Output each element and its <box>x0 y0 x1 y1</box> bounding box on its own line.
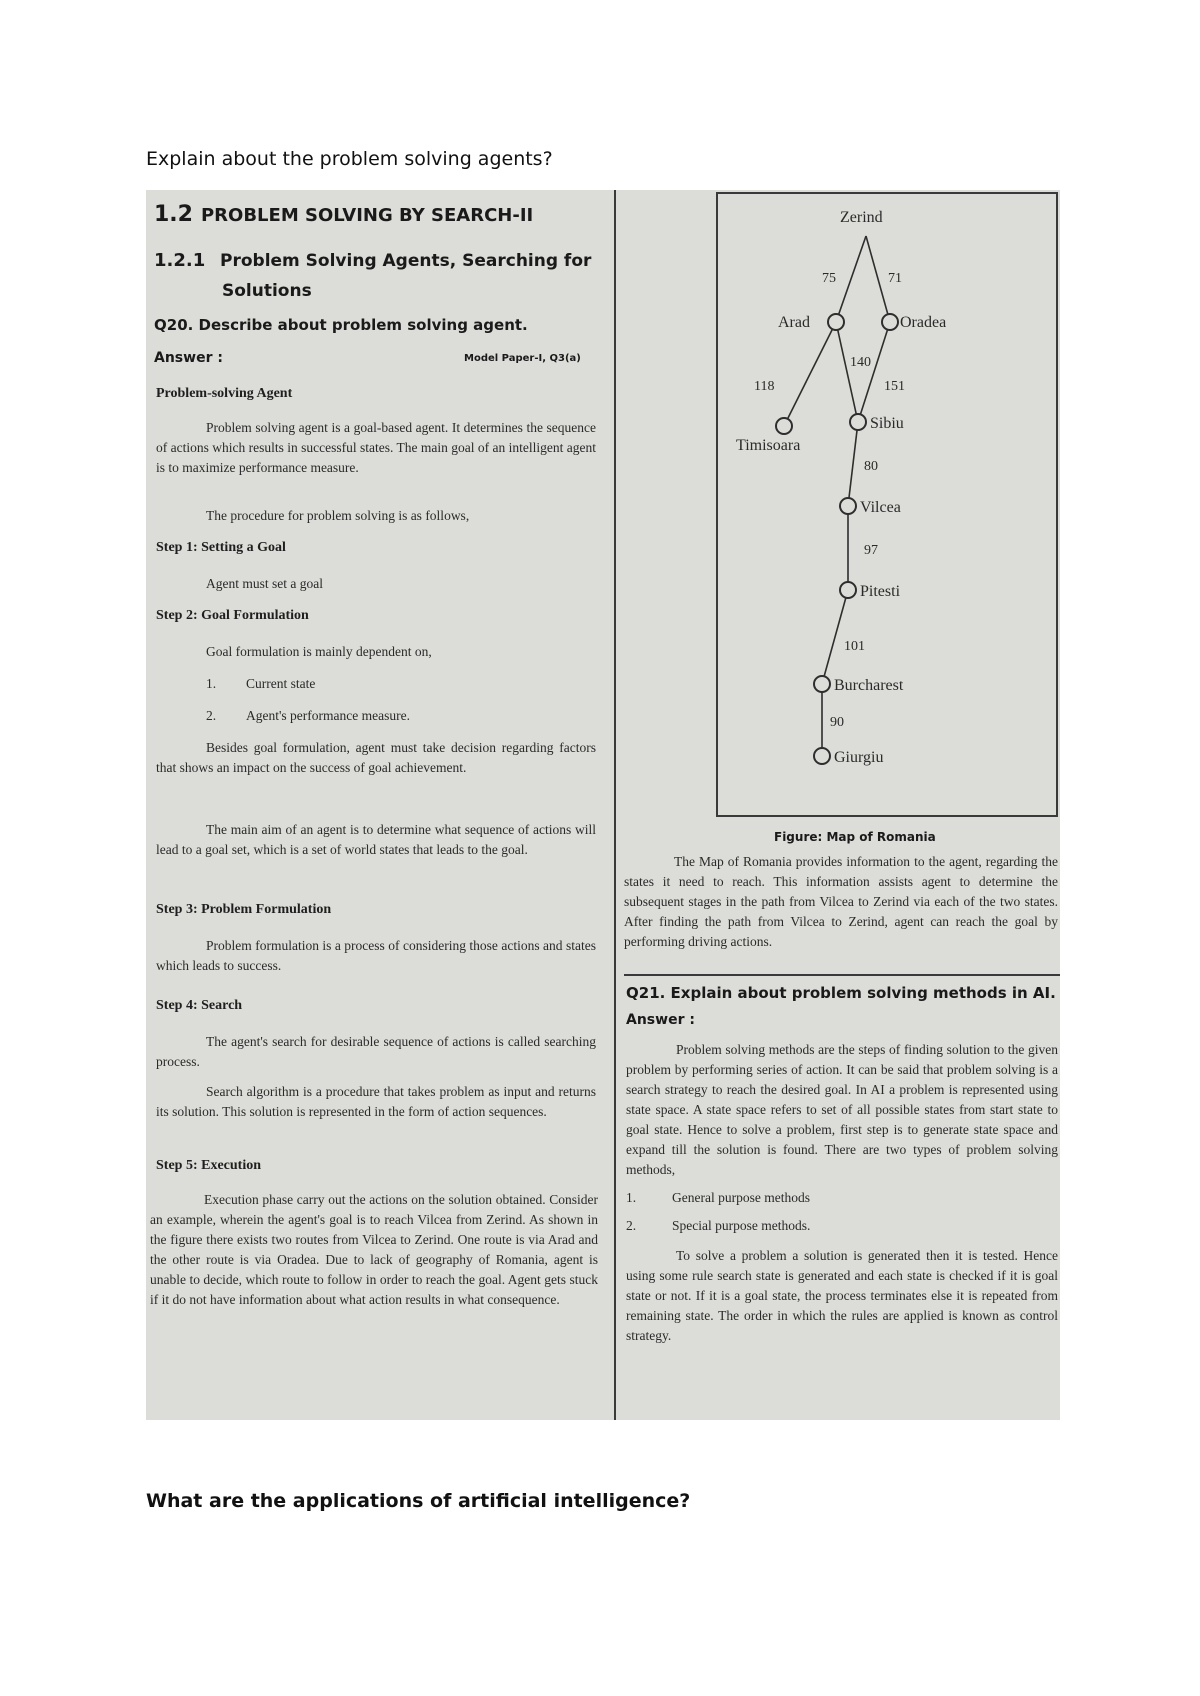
question-applications-of-ai: What are the applications of artificial intelligence? <box>146 1490 691 1512</box>
node-oradea <box>882 314 898 330</box>
road-oradea-sibiu <box>858 322 890 422</box>
road-arad-timisoara <box>784 322 836 426</box>
city-zerind: Zerind <box>840 209 883 226</box>
romania-map-figure <box>716 192 1058 817</box>
romania-map <box>718 194 1060 819</box>
step-4-text: The agent's search for desirable sequence of actions is called searching process. <box>156 1034 596 1069</box>
road-arad-sibiu <box>836 322 858 422</box>
city-timisoara: Timisoara <box>736 437 801 454</box>
section-rule <box>624 974 1060 976</box>
node-burcharest <box>814 676 830 692</box>
distance-arad-timisoara: 118 <box>754 379 775 394</box>
city-vilcea: Vilcea <box>860 499 901 516</box>
distance-oradea-sibiu: 151 <box>884 379 905 394</box>
node-vilcea <box>840 498 856 514</box>
distance-pitesti-burcharest: 101 <box>844 639 865 654</box>
step-2-heading: Step 2: Goal Formulation <box>156 608 309 623</box>
paragraph-map-of-romania: The Map of Romania provides information to the agent, regarding the states it need to reach. This information assists agent to determine the subsequent stages in the path from Vilcea to Zerind via each of the two states. After finding the path from Vilcea to Zerind, agent can reach the goal by performing driving actions. <box>624 854 1058 949</box>
node-arad <box>828 314 844 330</box>
list-item-current-state: 1. Current state <box>206 676 316 691</box>
column-divider <box>614 190 616 1420</box>
road-zerind-arad <box>836 236 866 322</box>
paragraph-problem-solving-methods: Problem solving methods are the steps of finding solution to the given problem by performing series of action. It can be said that problem solving is a search strategy to reach the desired goal. In AI a problem is represented using state space. A state space refers to set of all possible states from start state to goal state. Hence to solve a problem, first step is to generate state space and expand till the solution is found. There are two types of problem solving methods, <box>626 1042 1058 1177</box>
step-2-text: Goal formulation is mainly dependent on, <box>206 644 432 659</box>
node-giurgiu <box>814 748 830 764</box>
heading-problem-solving-agent: Problem-solving Agent <box>156 386 293 401</box>
distance-vilcea-pitesti: 97 <box>864 543 878 558</box>
answer-label-2: Answer : <box>626 1012 695 1028</box>
paragraph-besides-goal: Besides goal formulation, agent must take decision regarding factors that shows an impact on the success of goal achievement. <box>156 740 596 775</box>
distance-sibiu-vilcea: 80 <box>864 459 878 474</box>
method-special-purpose: 2. Special purpose methods. <box>626 1218 811 1233</box>
city-oradea: Oradea <box>900 314 947 331</box>
city-giurgiu: Giurgiu <box>834 749 884 766</box>
distance-zerind-oradea: 71 <box>888 271 902 286</box>
city-pitesti: Pitesti <box>860 583 901 600</box>
q21-heading: Q21. Explain about problem solving methods in AI. <box>626 984 1056 1002</box>
model-paper-reference: Model Paper-I, Q3(a) <box>464 353 581 364</box>
paragraph-search-algorithm: Search algorithm is a procedure that takes problem as input and returns its solution. This solution is represented in the form of action sequences. <box>156 1084 596 1119</box>
paragraph-procedure: The procedure for problem solving is as follows, <box>206 508 470 523</box>
node-sibiu <box>850 414 866 430</box>
subsection-number: 1.2.1 <box>154 250 206 271</box>
figure-caption: Figure: Map of Romania <box>774 830 936 844</box>
road-zerind-oradea <box>866 236 890 322</box>
step-3-heading: Step 3: Problem Formulation <box>156 902 332 917</box>
subsection-title-line2: Solutions <box>222 281 312 301</box>
city-sibiu: Sibiu <box>870 415 904 432</box>
node-pitesti <box>840 582 856 598</box>
step-5-text: Execution phase carry out the actions on the solution obtained. Consider an example, wherein the agent's goal is to reach Vilcea from Zerind. As shown in the figure there exists two routes from Vilcea to Zerind. One route is via Arad and the other route is via Oradea. Due to lack of geography of Romania, agent is unable to decide, which route to follow in order to reach the goal. Agent gets stuck if it do not have information about what action results in what consequence. <box>150 1192 598 1307</box>
section-heading <box>154 202 533 227</box>
paragraph-main-aim: The main aim of an agent is to determine what sequence of actions will lead to a goal set, which is a set of world states that leads to the goal. <box>156 822 596 857</box>
section-title: PROBLEM SOLVING BY SEARCH-II <box>200 205 534 226</box>
section-number: 1.2 <box>154 202 193 227</box>
textbook-page-photo <box>146 190 1060 1420</box>
distance-burcharest-giurgiu: 90 <box>830 715 844 730</box>
paragraph-solve-problem: To solve a problem a solution is generated then it is tested. Hence using some rule search state is generated and each state is checked if it is goal state or not. If it is a goal state, the process terminates else it is repeated from remaining state. The order in which the rules are applied is known as control strategy. <box>626 1248 1058 1343</box>
step-5-heading: Step 5: Execution <box>156 1158 261 1173</box>
step-1-text: Agent must set a goal <box>206 576 323 591</box>
city-arad: Arad <box>778 314 810 331</box>
list-item-performance-measure: 2. Agent's performance measure. <box>206 708 410 723</box>
step-1-heading: Step 1: Setting a Goal <box>156 540 286 555</box>
method-general-purpose: 1. General purpose methods <box>626 1190 810 1205</box>
node-timisoara <box>776 418 792 434</box>
road-pitesti-burcharest <box>822 590 848 684</box>
distance-zerind-arad: 75 <box>822 271 836 286</box>
paragraph-goal-based-agent: Problem solving agent is a goal-based agent. It determines the sequence of actions which results in successful states. The main goal of an intelligent agent is to maximize performance measure. <box>156 420 596 475</box>
subsection-heading <box>154 246 591 306</box>
answer-label: Answer : <box>154 350 223 366</box>
distance-arad-sibiu: 140 <box>850 355 871 370</box>
subsection-title-line1: Problem Solving Agents, Searching for <box>220 251 592 271</box>
city-burcharest: Burcharest <box>834 677 904 694</box>
q20-heading: Q20. Describe about problem solving agent. <box>154 316 528 334</box>
step-4-heading: Step 4: Search <box>156 998 243 1013</box>
step-3-text: Problem formulation is a process of considering those actions and states which leads to success. <box>156 938 596 973</box>
question-problem-solving-agents: Explain about the problem solving agents? <box>146 148 553 170</box>
road-sibiu-vilcea <box>848 422 858 506</box>
